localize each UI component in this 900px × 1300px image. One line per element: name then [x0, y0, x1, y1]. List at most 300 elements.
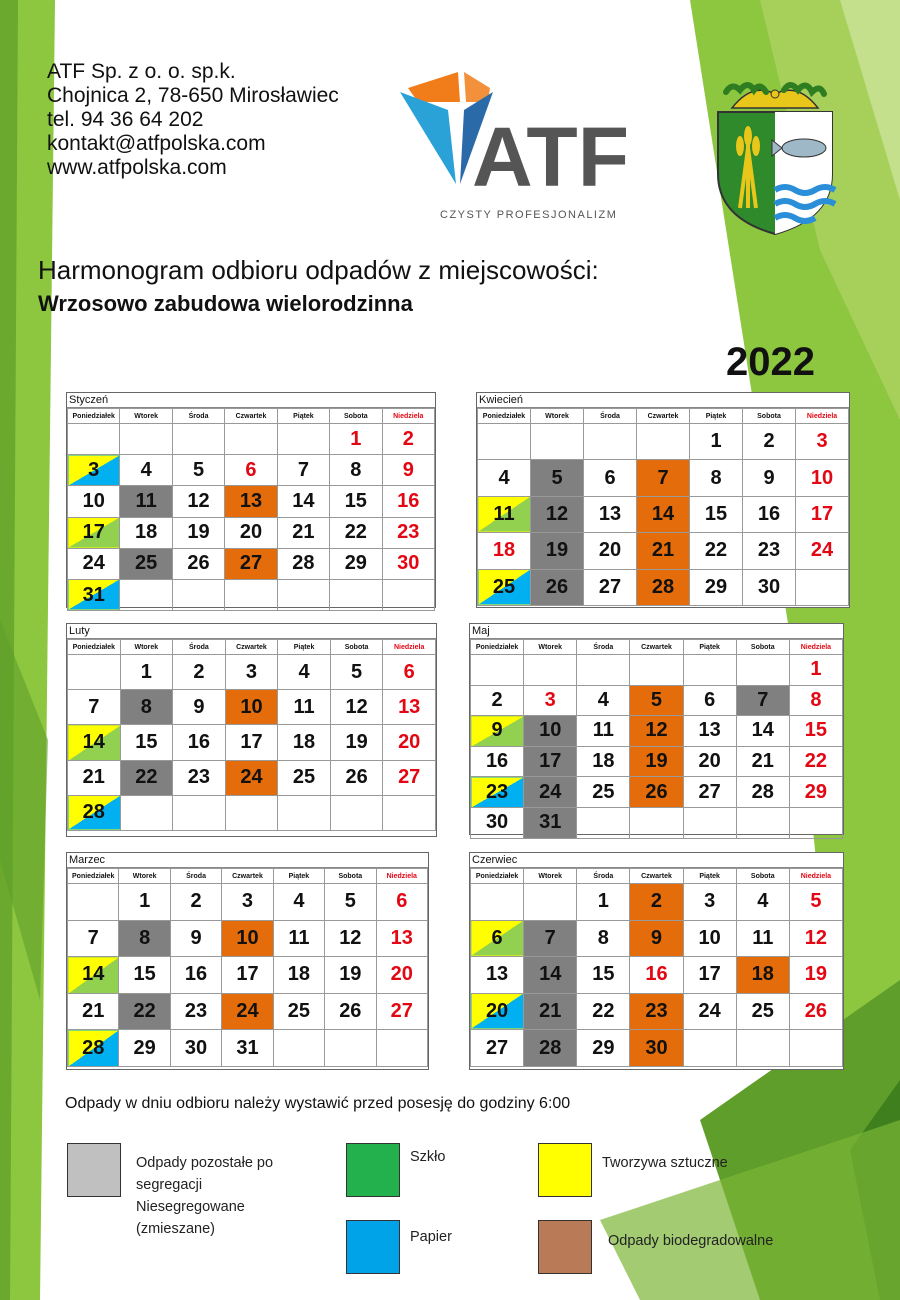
calendar-day: 27: [584, 569, 637, 605]
calendar-day: 13: [376, 920, 427, 957]
calendar-day: 7: [68, 920, 119, 957]
weekday-header: Niedziela: [789, 869, 842, 884]
calendar-day: 4: [273, 884, 324, 921]
calendar-day: 18: [120, 517, 172, 548]
weekday-header: Sobota: [743, 409, 796, 424]
calendar-day: 3: [796, 424, 849, 460]
calendar-day: 31: [68, 579, 120, 610]
calendar-day: 1: [789, 655, 842, 686]
empty-day: [172, 579, 224, 610]
calendar-day: 21: [736, 746, 789, 777]
calendar-day: 21: [68, 993, 119, 1030]
calendar-day: 10: [796, 460, 849, 496]
empty-day: [330, 795, 383, 830]
calendar-day: 8: [577, 920, 630, 957]
schedule-title: Harmonogram odbioru odpadów z miejscowości:: [38, 255, 599, 285]
calendar-day: 29: [577, 1030, 630, 1067]
calendar-day: 12: [789, 920, 842, 957]
empty-day: [683, 655, 736, 686]
calendar-day: 16: [471, 746, 524, 777]
calendar-day: 23: [173, 760, 226, 795]
legend-swatch-paper: [346, 1220, 400, 1274]
calendar-day: 19: [789, 957, 842, 994]
calendar-day: 15: [789, 716, 842, 747]
calendar-day: 8: [120, 690, 173, 725]
legend-label-paper: Papier: [410, 1229, 452, 1245]
calendar-day: 7: [68, 690, 121, 725]
calendar-day: 25: [478, 569, 531, 605]
weekday-header: Wtorek: [524, 640, 577, 655]
calendar-day: 14: [736, 716, 789, 747]
calendar-day: 2: [170, 884, 221, 921]
calendar-day: 27: [471, 1030, 524, 1067]
schedule-location: Wrzosowo zabudowa wielorodzinna: [38, 291, 413, 316]
empty-day: [789, 1030, 842, 1067]
company-website: www.atfpolska.com: [47, 156, 227, 179]
calendar-day: 29: [330, 548, 382, 579]
calendar-day: 23: [471, 777, 524, 808]
calendar-day: 28: [68, 795, 121, 830]
calendar-day: 3: [225, 655, 278, 690]
calendar-day: 10: [222, 920, 273, 957]
calendar-day: 2: [173, 655, 226, 690]
empty-day: [577, 655, 630, 686]
legend-label-glass: Szkło: [410, 1149, 446, 1165]
calendar-day: 29: [690, 569, 743, 605]
calendar-day: 11: [577, 716, 630, 747]
weekday-header: Czwartek: [225, 640, 278, 655]
calendar-day: 14: [277, 486, 329, 517]
empty-day: [278, 795, 331, 830]
empty-day: [736, 807, 789, 838]
calendar-day: 16: [630, 957, 683, 994]
calendar-month: [66, 623, 437, 837]
legend-swatch-plastic: [538, 1143, 592, 1197]
calendar-day: 26: [531, 569, 584, 605]
calendar-day: 6: [376, 884, 427, 921]
calendar-day: 7: [637, 460, 690, 496]
calendar-day: 24: [524, 777, 577, 808]
calendar-day: 22: [330, 517, 382, 548]
weekday-header: Piątek: [277, 409, 329, 424]
empty-day: [630, 655, 683, 686]
empty-day: [471, 655, 524, 686]
calendar-day: 19: [330, 725, 383, 760]
month-name: Czerwiec: [470, 853, 843, 868]
calendar-day: 13: [683, 716, 736, 747]
calendar-day: 15: [577, 957, 630, 994]
weekday-header: Środa: [170, 869, 221, 884]
calendar-day: 21: [68, 760, 121, 795]
calendar-day: 22: [577, 993, 630, 1030]
empty-day: [683, 807, 736, 838]
calendar-day: 30: [170, 1030, 221, 1067]
weekday-header: Środa: [577, 869, 630, 884]
calendar-day: 11: [278, 690, 331, 725]
weekday-header: Środa: [173, 640, 226, 655]
calendar-month: [66, 392, 436, 608]
empty-day: [637, 424, 690, 460]
calendar-day: 2: [743, 424, 796, 460]
empty-day: [471, 884, 524, 921]
weekday-header: Czwartek: [630, 869, 683, 884]
empty-day: [630, 807, 683, 838]
calendar-day: 20: [376, 957, 427, 994]
calendar-day: 12: [630, 716, 683, 747]
empty-day: [524, 655, 577, 686]
calendar-day: 8: [789, 685, 842, 716]
weekday-header: Czwartek: [225, 409, 277, 424]
calendar-day: 6: [683, 685, 736, 716]
weekday-header: Wtorek: [119, 869, 170, 884]
weekday-header: Niedziela: [376, 869, 427, 884]
pickup-note: Odpady w dniu odbioru należy wystawić przed posesję do godziny 6:00: [65, 1095, 571, 1112]
calendar-day: 30: [471, 807, 524, 838]
weekday-header: Sobota: [330, 640, 383, 655]
calendar-day: 12: [325, 920, 376, 957]
weekday-header: Poniedziałek: [68, 869, 119, 884]
calendar-day: 31: [524, 807, 577, 838]
calendar-day: 30: [743, 569, 796, 605]
calendar-day: 13: [225, 486, 277, 517]
weekday-header: Wtorek: [120, 409, 172, 424]
empty-day: [382, 579, 434, 610]
legend-swatch-glass: [346, 1143, 400, 1197]
calendar-day: 25: [736, 993, 789, 1030]
empty-day: [173, 795, 226, 830]
calendar-day: 9: [173, 690, 226, 725]
calendar-day: 13: [383, 690, 436, 725]
weekday-header: Czwartek: [222, 869, 273, 884]
logo-tagline: CZYSTY PROFESJONALIZM: [440, 209, 618, 221]
calendar-day: 26: [789, 993, 842, 1030]
calendar-day: 7: [736, 685, 789, 716]
calendar-day: 10: [524, 716, 577, 747]
calendar-day: 5: [330, 655, 383, 690]
month-name: Marzec: [67, 853, 428, 868]
calendar-day: 4: [120, 455, 172, 486]
calendar-day: 31: [222, 1030, 273, 1067]
calendar-day: 10: [225, 690, 278, 725]
weekday-header: Czwartek: [630, 640, 683, 655]
atf-logo: [398, 66, 648, 226]
empty-day: [273, 1030, 324, 1067]
calendar-day: 17: [225, 725, 278, 760]
empty-day: [796, 569, 849, 605]
weekday-header: Sobota: [736, 869, 789, 884]
weekday-header: Piątek: [690, 409, 743, 424]
calendar-day: 29: [789, 777, 842, 808]
calendar-day: 27: [225, 548, 277, 579]
weekday-header: Poniedziałek: [478, 409, 531, 424]
weekday-header: Wtorek: [531, 409, 584, 424]
weekday-header: Niedziela: [382, 409, 434, 424]
calendar-day: 13: [471, 957, 524, 994]
schedule-year: 2022: [726, 340, 815, 384]
calendar-day: 14: [637, 496, 690, 532]
weekday-header: Środa: [577, 640, 630, 655]
empty-day: [120, 795, 173, 830]
calendar-day: 19: [325, 957, 376, 994]
weekday-header: Niedziela: [789, 640, 842, 655]
calendar-day: 19: [531, 533, 584, 569]
empty-day: [736, 655, 789, 686]
calendar-day: 14: [524, 957, 577, 994]
calendar-day: 17: [683, 957, 736, 994]
month-name: Maj: [470, 624, 843, 639]
calendar-day: 28: [637, 569, 690, 605]
month-name: Kwiecień: [477, 393, 849, 408]
calendar-day: 19: [630, 746, 683, 777]
weekday-header: Piątek: [273, 869, 324, 884]
calendar-day: 9: [630, 920, 683, 957]
calendar-day: 22: [789, 746, 842, 777]
calendar-day: 22: [690, 533, 743, 569]
calendar-day: 27: [683, 777, 736, 808]
weekday-header: Piątek: [683, 640, 736, 655]
calendar-day: 9: [170, 920, 221, 957]
calendar-day: 18: [273, 957, 324, 994]
calendar-day: 5: [172, 455, 224, 486]
calendar-day: 24: [796, 533, 849, 569]
calendar-day: 26: [325, 993, 376, 1030]
empty-day: [376, 1030, 427, 1067]
calendar-day: 20: [584, 533, 637, 569]
empty-day: [172, 424, 224, 455]
calendar-day: 30: [382, 548, 434, 579]
empty-day: [330, 579, 382, 610]
calendar-day: 10: [68, 486, 120, 517]
calendar-day: 27: [383, 760, 436, 795]
calendar-day: 1: [577, 884, 630, 921]
empty-day: [531, 424, 584, 460]
calendar-day: 15: [690, 496, 743, 532]
calendar-day: 23: [630, 993, 683, 1030]
calendar-day: 21: [277, 517, 329, 548]
calendar-day: 11: [120, 486, 172, 517]
legend-label-bio: Odpady biodegradowalne: [608, 1233, 774, 1249]
month-name: Luty: [67, 624, 436, 639]
weekday-header: Środa: [584, 409, 637, 424]
calendar-day: 3: [222, 884, 273, 921]
calendar-day: 3: [683, 884, 736, 921]
calendar-day: 24: [68, 548, 120, 579]
calendar-day: 10: [683, 920, 736, 957]
calendar-day: 11: [736, 920, 789, 957]
calendar-day: 28: [68, 1030, 119, 1067]
calendar-day: 15: [120, 725, 173, 760]
company-name: ATF Sp. z o. o. sp.k.: [47, 60, 236, 83]
calendar-day: 18: [278, 725, 331, 760]
calendar-day: 18: [478, 533, 531, 569]
calendar-month: [66, 852, 429, 1070]
calendar-day: 3: [68, 455, 120, 486]
calendar-day: 17: [68, 517, 120, 548]
calendar-day: 17: [524, 746, 577, 777]
calendar-day: 14: [68, 957, 119, 994]
calendar-day: 4: [577, 685, 630, 716]
calendar-day: 21: [524, 993, 577, 1030]
weekday-header: Wtorek: [524, 869, 577, 884]
legend-label-mixed: Odpady pozostałe po segregacji Niesegregowane (zmieszane): [136, 1155, 274, 1237]
weekday-header: Poniedziałek: [471, 640, 524, 655]
calendar-day: 16: [382, 486, 434, 517]
weekday-header: Piątek: [278, 640, 331, 655]
calendar-day: 6: [225, 455, 277, 486]
calendar-day: 1: [330, 424, 382, 455]
calendar-day: 25: [278, 760, 331, 795]
calendar-day: 16: [170, 957, 221, 994]
calendar-day: 17: [796, 496, 849, 532]
empty-day: [683, 1030, 736, 1067]
legend-label-plastic: Tworzywa sztuczne: [602, 1155, 728, 1171]
month-name: Styczeń: [67, 393, 435, 408]
calendar-day: 26: [630, 777, 683, 808]
calendar-day: 1: [119, 884, 170, 921]
weekday-header: Sobota: [736, 640, 789, 655]
calendar-month: [469, 852, 844, 1070]
calendar-day: 19: [172, 517, 224, 548]
calendar-day: 14: [68, 725, 121, 760]
calendar-day: 23: [382, 517, 434, 548]
calendar-day: 22: [119, 993, 170, 1030]
weekday-header: Poniedziałek: [68, 640, 121, 655]
calendar-day: 24: [222, 993, 273, 1030]
calendar-day: 20: [225, 517, 277, 548]
company-email: kontakt@atfpolska.com: [47, 132, 266, 155]
company-phone: tel. 94 36 64 202: [47, 108, 204, 131]
calendar-day: 18: [577, 746, 630, 777]
company-info: [47, 60, 339, 180]
empty-day: [478, 424, 531, 460]
calendar-day: 6: [471, 920, 524, 957]
empty-day: [68, 655, 121, 690]
legend-swatch-mixed: [67, 1143, 121, 1197]
calendar-day: 12: [172, 486, 224, 517]
calendar-day: 11: [478, 496, 531, 532]
calendar-day: 28: [277, 548, 329, 579]
calendar-day: 16: [173, 725, 226, 760]
calendar-day: 18: [736, 957, 789, 994]
calendar-day: 6: [584, 460, 637, 496]
calendar-day: 7: [277, 455, 329, 486]
calendar-day: 2: [382, 424, 434, 455]
calendar-day: 9: [382, 455, 434, 486]
weekday-header: Poniedziałek: [68, 409, 120, 424]
calendar-day: 2: [630, 884, 683, 921]
calendar-day: 25: [577, 777, 630, 808]
weekday-header: Piątek: [683, 869, 736, 884]
calendar-day: 8: [330, 455, 382, 486]
empty-day: [577, 807, 630, 838]
empty-day: [225, 579, 277, 610]
calendar-day: 8: [690, 460, 743, 496]
calendar-day: 15: [119, 957, 170, 994]
empty-day: [68, 424, 120, 455]
calendar-month: [469, 623, 844, 835]
company-address: Chojnica 2, 78-650 Mirosławiec: [47, 84, 339, 107]
calendar-day: 4: [478, 460, 531, 496]
calendar-day: 28: [524, 1030, 577, 1067]
calendar-day: 13: [584, 496, 637, 532]
calendar-day: 16: [743, 496, 796, 532]
empty-day: [325, 1030, 376, 1067]
calendar-day: 5: [630, 685, 683, 716]
empty-day: [277, 424, 329, 455]
calendar-day: 9: [471, 716, 524, 747]
calendar-day: 4: [278, 655, 331, 690]
calendar-day: 6: [383, 655, 436, 690]
logo-text: ATF: [472, 110, 630, 204]
calendar-day: 12: [531, 496, 584, 532]
calendar-day: 3: [524, 685, 577, 716]
calendar-day: 22: [120, 760, 173, 795]
weekday-header: Niedziela: [796, 409, 849, 424]
weekday-header: Poniedziałek: [471, 869, 524, 884]
weekday-header: Czwartek: [637, 409, 690, 424]
municipal-crest-icon: [712, 78, 838, 236]
empty-day: [584, 424, 637, 460]
empty-day: [225, 424, 277, 455]
empty-day: [736, 1030, 789, 1067]
calendar-day: 27: [376, 993, 427, 1030]
calendar-day: 7: [524, 920, 577, 957]
calendar-day: 29: [119, 1030, 170, 1067]
weekday-header: Sobota: [330, 409, 382, 424]
calendar-day: 26: [172, 548, 224, 579]
calendar-day: 12: [330, 690, 383, 725]
legend-swatch-bio: [538, 1220, 592, 1274]
calendar-day: 5: [789, 884, 842, 921]
calendar-day: 25: [273, 993, 324, 1030]
weekday-header: Środa: [172, 409, 224, 424]
calendar-day: 21: [637, 533, 690, 569]
empty-day: [120, 579, 172, 610]
weekday-header: Sobota: [325, 869, 376, 884]
calendar-day: 23: [170, 993, 221, 1030]
calendar-day: 1: [120, 655, 173, 690]
calendar-day: 1: [690, 424, 743, 460]
calendar-day: 25: [120, 548, 172, 579]
empty-day: [277, 579, 329, 610]
calendar-day: 11: [273, 920, 324, 957]
calendar-day: 8: [119, 920, 170, 957]
calendar-day: 24: [683, 993, 736, 1030]
calendar-day: 20: [683, 746, 736, 777]
empty-day: [225, 795, 278, 830]
empty-day: [383, 795, 436, 830]
calendar-day: 20: [383, 725, 436, 760]
calendar-day: 5: [531, 460, 584, 496]
calendar-day: 26: [330, 760, 383, 795]
calendar-day: 15: [330, 486, 382, 517]
calendar-day: 23: [743, 533, 796, 569]
calendar-day: 9: [743, 460, 796, 496]
empty-day: [789, 807, 842, 838]
calendar-day: 2: [471, 685, 524, 716]
calendar-day: 30: [630, 1030, 683, 1067]
calendar-day: 17: [222, 957, 273, 994]
empty-day: [524, 884, 577, 921]
calendar-day: 24: [225, 760, 278, 795]
empty-day: [68, 884, 119, 921]
calendar-month: [476, 392, 850, 608]
calendar-day: 20: [471, 993, 524, 1030]
calendar-day: 4: [736, 884, 789, 921]
weekday-header: Wtorek: [120, 640, 173, 655]
calendar-day: 5: [325, 884, 376, 921]
weekday-header: Niedziela: [383, 640, 436, 655]
